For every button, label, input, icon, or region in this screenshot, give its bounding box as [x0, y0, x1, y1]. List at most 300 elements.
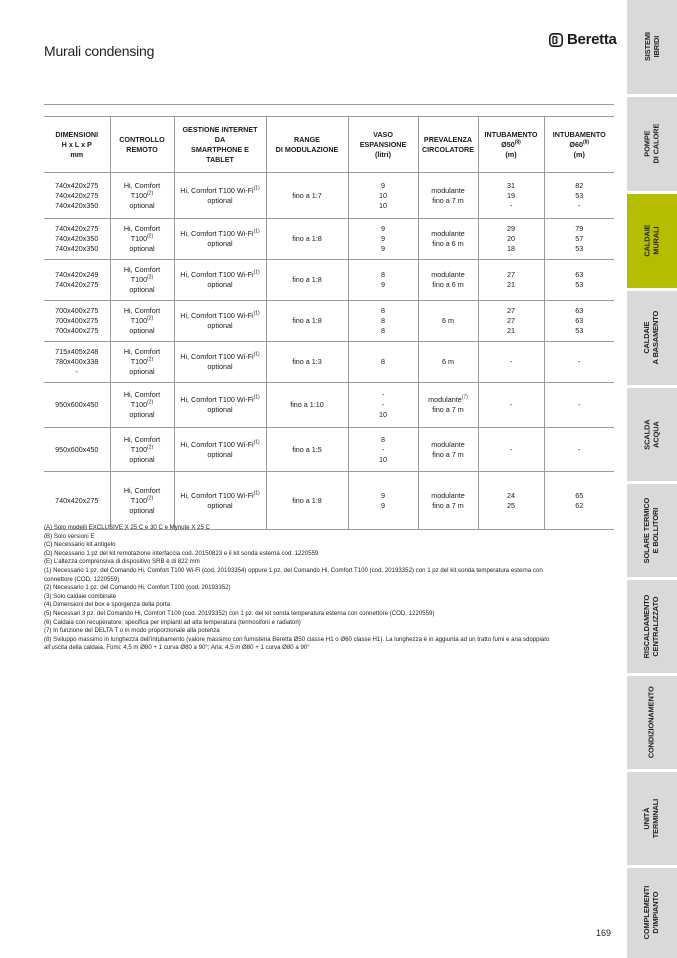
pump-head-cell — [418, 428, 478, 472]
text: 740x420x275 — [55, 180, 99, 190]
text-line: fino a 1:8 — [292, 234, 322, 243]
footnote-line: (6) Caldaia con recuperatore: specifica per impianti ad alta temperatura (termosifoni e radiatori) — [44, 618, 301, 626]
table-row — [44, 383, 614, 428]
text: 63 — [575, 316, 584, 325]
text-line — [46, 496, 108, 506]
text-line — [481, 150, 542, 160]
text-line — [421, 501, 476, 511]
text-line — [46, 280, 108, 290]
text: H x L x P — [61, 139, 92, 149]
text-line — [351, 455, 416, 465]
text: Hi, Comfort T100 Wi-Fi — [180, 439, 254, 449]
text-line — [113, 275, 172, 285]
text: Hi, Comfort — [123, 390, 161, 399]
text: 9 — [381, 224, 385, 233]
text: 9 — [381, 500, 385, 510]
text-line: SISTEMI — [642, 32, 652, 62]
text-line — [351, 435, 416, 445]
text-line — [113, 506, 172, 516]
text: 10 — [379, 454, 387, 464]
remote-control-cell — [110, 472, 174, 530]
top-divider — [44, 104, 614, 105]
text: 57 — [575, 234, 584, 243]
text: 9 — [381, 180, 385, 190]
column-header — [478, 117, 544, 173]
text: PREVALENZA — [423, 134, 473, 144]
pump-head-cell — [418, 173, 478, 219]
text: fino a 6 m — [432, 280, 464, 289]
modulation-range-cell — [266, 342, 348, 383]
text-line — [421, 145, 476, 155]
text: Hi, Comfort T100 Wi-Fi — [180, 270, 254, 279]
text-line — [481, 491, 542, 501]
text-line — [113, 486, 172, 496]
text-line — [46, 326, 108, 336]
text: fino a 7 m — [432, 195, 464, 205]
table-row — [44, 173, 614, 219]
footnote-line: connettore (COD. 1220559) — [44, 575, 120, 583]
text: optional — [129, 244, 155, 253]
text: Hi, Comfort — [123, 347, 161, 356]
text-line — [481, 191, 542, 201]
text: Hi, Comfort — [123, 434, 161, 444]
expansion-vessel-cell — [348, 219, 418, 260]
flue-d50-cell — [478, 173, 544, 219]
footnote-line: (8) Sviluppo massimo in lunghezza dell’intubamento (valore massimo con fumisteria Beretta Ø50 classe H1 o Ø60 classe H1). La lunghezza è in aggiunta ad un tratto fumi e aria sdoppiato — [44, 635, 550, 643]
text: T100 — [130, 357, 148, 366]
column-header — [266, 117, 348, 173]
pump-head-cell — [418, 301, 478, 342]
text-line — [547, 181, 613, 191]
text-line: fino a 1:7 — [292, 190, 322, 200]
text: optional — [207, 321, 233, 330]
column-header — [418, 117, 478, 173]
section-tabs — [627, 0, 677, 958]
text: Hi, Comfort — [123, 224, 161, 233]
text: CONTROLLO — [119, 134, 165, 144]
column-header — [348, 117, 418, 173]
text-line — [46, 140, 108, 150]
text: 21 — [507, 326, 515, 335]
modulation-range-cell — [266, 219, 348, 260]
text-line: CENTRALIZZATO — [651, 596, 660, 657]
section-tab[interactable] — [627, 388, 677, 481]
text-line — [177, 501, 264, 511]
text-line: fino a 1:8 — [292, 316, 322, 325]
text: Hi, Comfort T100 Wi-Fi — [180, 352, 254, 361]
text: 740x420x275 — [55, 190, 99, 200]
section-tab[interactable] — [627, 868, 677, 958]
text: 21 — [507, 280, 515, 289]
text: 82 — [575, 180, 584, 190]
text-line — [547, 270, 613, 280]
text: 950x600x450 — [55, 444, 99, 454]
flue-d50-cell — [478, 342, 544, 383]
footnote-line: (C) Necessario kit antigelo — [44, 541, 116, 549]
text-line — [113, 410, 172, 420]
text-line — [177, 450, 264, 460]
text-line — [547, 201, 613, 211]
modulation-range-cell — [266, 383, 348, 428]
text-line — [46, 130, 108, 140]
text: fino a 7 m — [432, 500, 464, 510]
footnote-ref: (2) — [147, 315, 154, 322]
text-line — [269, 135, 346, 145]
text: fino a 7 m — [432, 405, 464, 414]
text: Hi, Comfort T100 Wi-Fi — [180, 311, 254, 320]
dimensions-cell — [44, 428, 110, 472]
text-line — [547, 140, 613, 150]
internet-management-cell — [174, 173, 266, 219]
text-line: fino a 1:8 — [292, 495, 322, 505]
text-line — [547, 234, 613, 244]
brand-name: Beretta — [567, 31, 617, 48]
text: 10 — [379, 200, 387, 210]
footnote-ref: (8) — [582, 139, 590, 146]
text: optional — [129, 505, 155, 515]
section-tab[interactable] — [627, 676, 677, 769]
text-line — [421, 316, 476, 326]
text-line — [113, 455, 172, 465]
text-line — [547, 326, 613, 336]
footnotes — [44, 524, 614, 653]
footnote-line: (1) Necessario 1 pz. del Comando Hi, Comfort T100 Wi-Fi (cod. 20193354) oppure 1 pz. del Comando Hi, Comfort T100 (cod. 20193352) con 1 pz del kit sonda temperatura esterna con — [44, 566, 543, 574]
text-line — [351, 410, 416, 420]
footnote-line: (E) L’altezza comprensiva di dispositivo SRB è di 822 mm — [44, 558, 200, 566]
footnote-ref: (1) — [253, 394, 260, 401]
dimensions-cell — [44, 472, 110, 530]
text: modulante — [431, 229, 465, 238]
text: 740x420x350 — [55, 244, 99, 253]
text: optional — [207, 362, 233, 371]
expansion-vessel-cell — [348, 342, 418, 383]
text: optional — [207, 500, 233, 510]
text-line: fino a 1:8 — [292, 275, 322, 284]
text-line — [177, 352, 264, 362]
text-line — [113, 234, 172, 244]
remote-control-cell — [110, 219, 174, 260]
section-tab[interactable] — [627, 97, 677, 191]
section-tab-label — [643, 311, 660, 365]
text-line — [177, 311, 264, 321]
text-line — [481, 306, 542, 316]
text: SMARTPHONE E TABLET — [191, 144, 249, 164]
text-line — [547, 224, 613, 234]
text: 20 — [507, 234, 515, 243]
footnote-line: (A) Solo modelli EXCLUSIVE X 25 C e 30 C e Mynute X 25 C — [44, 524, 210, 531]
section-tab[interactable] — [627, 772, 677, 865]
text: optional — [129, 285, 155, 294]
brand-logo — [549, 31, 617, 48]
text: 63 — [575, 270, 584, 279]
text-line — [46, 244, 108, 254]
section-tab[interactable] — [627, 0, 677, 94]
text-line — [481, 280, 542, 290]
text-line — [177, 405, 264, 415]
text: 18 — [507, 244, 515, 253]
page-title: Murali condensing — [44, 43, 155, 59]
text: DI MODULAZIONE — [275, 144, 339, 154]
internet-management-cell — [174, 219, 266, 260]
text-line — [351, 181, 416, 191]
text: - — [509, 400, 513, 409]
text: T100 — [130, 316, 148, 325]
footnote-ref: (1) — [253, 310, 260, 317]
text-line — [351, 326, 416, 336]
text-line — [351, 316, 416, 326]
text-line: ACQUA — [650, 421, 660, 448]
text-line — [481, 234, 542, 244]
footnote-ref: (1) — [253, 228, 260, 235]
column-header — [110, 117, 174, 173]
text: optional — [129, 326, 155, 335]
text-line — [351, 445, 416, 455]
text-line: E BOLLITORI — [651, 507, 660, 554]
internet-management-cell — [174, 472, 266, 530]
text-line — [351, 244, 416, 254]
pump-head-cell — [418, 383, 478, 428]
text-line: CONDIZIONAMENTO — [646, 686, 656, 759]
text: 8 — [381, 306, 385, 315]
text: Hi, Comfort — [123, 265, 161, 274]
text-line — [46, 367, 108, 377]
text: 27 — [507, 270, 515, 279]
text-line — [421, 491, 476, 501]
text: RANGE — [294, 134, 320, 144]
text-line — [351, 400, 416, 410]
flue-d60-cell — [544, 472, 614, 530]
text: fino a 6 m — [432, 239, 464, 248]
text-line — [481, 130, 542, 140]
modulation-range-cell — [266, 472, 348, 530]
text-line — [46, 201, 108, 211]
section-tab[interactable] — [627, 484, 677, 577]
footnote-ref: (2) — [147, 399, 154, 406]
text-line — [481, 501, 542, 511]
text-line — [177, 196, 264, 206]
text: 63 — [575, 306, 584, 315]
table-row — [44, 428, 614, 472]
text-line — [421, 229, 476, 239]
text-line — [46, 224, 108, 234]
text: modulante — [431, 185, 465, 195]
text: 8 — [381, 270, 385, 279]
text-line — [351, 491, 416, 501]
text-line — [421, 450, 476, 460]
table-row — [44, 472, 614, 530]
footnote-line: (3) Solo caldaie combinate — [44, 592, 117, 600]
text-line — [113, 265, 172, 275]
text-line — [421, 357, 476, 367]
flue-d50-cell — [478, 219, 544, 260]
footnote-ref: (1) — [253, 269, 260, 276]
text-line — [46, 150, 108, 160]
text-line: TERMINALI — [651, 798, 660, 839]
remote-control-cell — [110, 260, 174, 301]
text: 10 — [379, 190, 387, 200]
text-line: COMPLEMENTI — [642, 886, 652, 940]
section-tab-label — [643, 595, 660, 658]
text: T100 — [130, 444, 148, 454]
section-tab-label — [643, 33, 660, 62]
text-line — [113, 201, 172, 211]
text: Ø60 — [569, 139, 583, 149]
text-line — [421, 280, 476, 290]
remote-control-cell — [110, 428, 174, 472]
text-line — [351, 140, 416, 150]
text-line — [421, 196, 476, 206]
text: modulante — [428, 395, 462, 404]
text-line — [547, 280, 613, 290]
text-line — [113, 367, 172, 377]
flue-d60-cell — [544, 219, 614, 260]
section-tab[interactable] — [627, 291, 677, 385]
flue-d60-cell — [544, 173, 614, 219]
flue-d60-cell — [544, 260, 614, 301]
flue-d60-cell — [544, 342, 614, 383]
text-line — [351, 270, 416, 280]
dimensions-cell — [44, 301, 110, 342]
text-line: CALDAIE — [642, 224, 652, 258]
text-line — [481, 224, 542, 234]
text: 740x420x275 — [55, 280, 99, 289]
text: - — [578, 444, 581, 454]
text-line: POMPE — [642, 130, 652, 158]
text: 31 — [507, 180, 515, 190]
expansion-vessel-cell — [348, 173, 418, 219]
text-line — [481, 181, 542, 191]
remote-control-cell — [110, 383, 174, 428]
expansion-vessel-cell — [348, 383, 418, 428]
text: - — [509, 200, 513, 210]
column-header — [174, 117, 266, 173]
section-tab[interactable] — [627, 580, 677, 673]
text-line — [177, 280, 264, 290]
text-line — [113, 145, 172, 155]
text: DIMENSIONI — [55, 129, 99, 139]
internet-management-cell — [174, 342, 266, 383]
text-line — [547, 445, 613, 455]
text-line — [177, 270, 264, 280]
text-line — [351, 501, 416, 511]
text-line: DI CALORE — [651, 124, 660, 164]
flue-d50-cell — [478, 383, 544, 428]
pump-head-cell — [418, 219, 478, 260]
text-line — [113, 181, 172, 191]
text-line — [177, 440, 264, 450]
text-line: RISCALDAMENTO — [642, 594, 652, 659]
text: 780x400x338 — [55, 357, 99, 366]
text: T100 — [130, 275, 148, 284]
text: optional — [207, 239, 233, 248]
section-tab[interactable] — [627, 194, 677, 288]
text: 25 — [507, 500, 515, 510]
text-line — [177, 395, 264, 405]
footnote-ref: (2) — [147, 190, 154, 197]
flue-d50-cell — [478, 301, 544, 342]
expansion-vessel-cell — [348, 301, 418, 342]
text: - — [381, 444, 385, 454]
pump-head-cell — [418, 472, 478, 530]
text-line — [177, 186, 264, 196]
text: Hi, Comfort — [123, 485, 161, 495]
text-line — [481, 316, 542, 326]
text: 24 — [507, 490, 515, 500]
pump-head-cell — [418, 342, 478, 383]
text-line — [113, 135, 172, 145]
flue-d60-cell — [544, 301, 614, 342]
text-line: SOLARE TERMICO — [642, 497, 652, 564]
text: optional — [129, 454, 155, 464]
text: modulante — [431, 439, 465, 449]
flue-d60-cell — [544, 383, 614, 428]
text-line — [351, 234, 416, 244]
text: 950x600x450 — [55, 400, 99, 409]
pump-head-cell — [418, 260, 478, 301]
beretta-logo-icon — [549, 33, 563, 47]
text-line — [46, 234, 108, 244]
text-line — [421, 270, 476, 280]
text: CIRCOLATORE — [421, 144, 475, 154]
section-tab-label — [643, 124, 660, 164]
text-line — [177, 491, 264, 501]
text: 62 — [575, 500, 584, 510]
expansion-vessel-cell — [348, 260, 418, 301]
text-line — [481, 400, 542, 410]
text-line — [351, 390, 416, 400]
text-line — [547, 400, 613, 410]
text-line — [547, 244, 613, 254]
footnote-ref: (1) — [253, 351, 260, 358]
expansion-vessel-cell — [348, 472, 418, 530]
text-line: MURALI — [651, 226, 660, 256]
internet-management-cell — [174, 428, 266, 472]
text-line — [547, 491, 613, 501]
text: optional — [207, 195, 233, 205]
text: - — [75, 367, 78, 376]
text-line — [177, 321, 264, 331]
text-line — [113, 445, 172, 455]
text-line: fino a 1:3 — [292, 357, 322, 366]
flue-d50-cell — [478, 472, 544, 530]
text-line — [46, 445, 108, 455]
text: optional — [207, 280, 233, 289]
text: - — [381, 390, 385, 399]
text-line — [481, 270, 542, 280]
text: 9 — [381, 490, 385, 500]
text: 6 m — [442, 357, 454, 366]
text: GESTIONE INTERNET DA — [182, 124, 258, 144]
modulation-range-cell — [266, 260, 348, 301]
footnote-ref: (7) — [461, 394, 468, 401]
text-line — [113, 400, 172, 410]
text: - — [578, 200, 581, 210]
modulation-range-cell — [266, 428, 348, 472]
text-line — [547, 316, 613, 326]
text: Ø50 — [501, 139, 515, 149]
footnote-line: (D) Necessario 1 pz del kit remotazione interfaccia cod. 20150823 e il kit sonda esterna cod. 1220559 — [44, 549, 319, 557]
spec-table — [44, 116, 614, 530]
text-line — [547, 357, 613, 367]
text-line — [547, 150, 613, 160]
internet-management-cell — [174, 301, 266, 342]
text-line — [481, 140, 542, 150]
text-line — [113, 285, 172, 295]
text: INTUBAMENTO — [552, 129, 606, 139]
column-header — [544, 117, 614, 173]
dimensions-cell — [44, 173, 110, 219]
text-line — [46, 316, 108, 326]
